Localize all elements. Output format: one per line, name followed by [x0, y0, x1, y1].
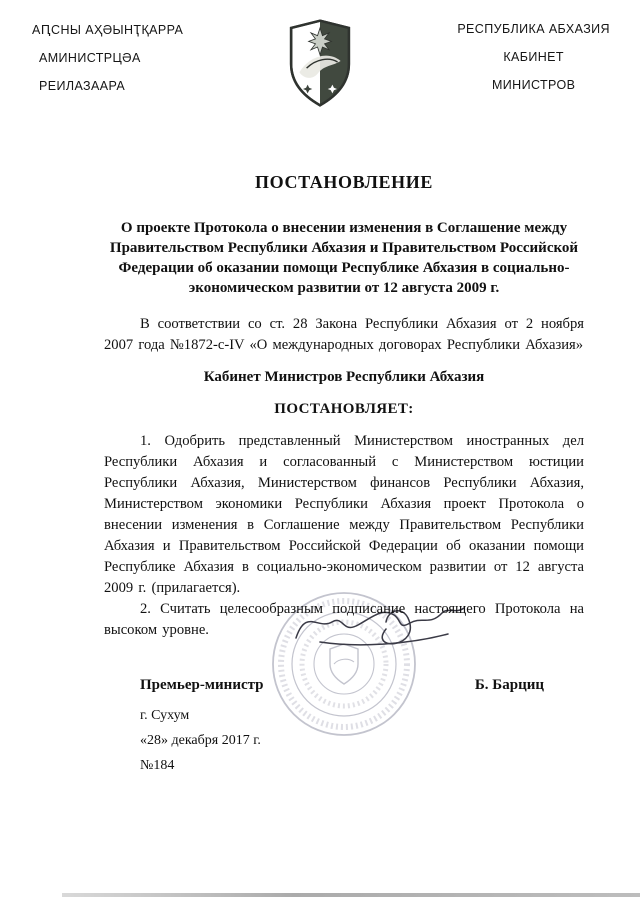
resolution-item-1: 1. Одобрить представленный Министерством иностранных дел Республики Абхазия и согласованный с Министерством юстиции Республики Абхазия, Министерством финансов Республики Абхазия, Министерством экономики Республики Абхазия проект Протокола о внесении изменения в Соглашение между Правительством Республики Абхазия и Правительством Российской Федерации об оказании помощи Республике Абхазия в социально-экономическом развитии от 12 августа 2009 г. (прилагается). — [104, 433, 584, 596]
signatory-post: Премьер-министр — [140, 677, 264, 693]
signatory-name: Б. Барциц — [474, 677, 544, 693]
signature-row — [104, 677, 584, 694]
letterhead-abkhaz-line: АМИНИСТРЦӘА — [39, 51, 141, 65]
preamble-paragraph: В соответствии со ст. 28 Закона Республики Абхазия от 2 ноября 2007 года №1872-с-IV «О международных договорах Республики Абхазия» — [104, 316, 584, 353]
letterhead-abkhaz-line: АԤСНЫ АҲӘЫНҬҚАРРА — [32, 23, 184, 37]
resolution-item-2: 2. Считать целесообразным подписание настоящего Протокола на высоком уровне. — [104, 601, 584, 638]
issuing-authority: Кабинет Министров Республики Абхазия — [203, 369, 485, 385]
letterhead-russian-line: КАБИНЕТ — [503, 50, 564, 64]
document-body — [104, 172, 584, 783]
document-footer — [140, 708, 584, 774]
footer-city: г. Сухум — [140, 708, 190, 723]
document-subject: О проекте Протокола о внесении изменения в Соглашение между Правительством Республики Абхазия и Правительством Российской Федерации об оказании помощи Республике Абхазия в социально-экономическом развитии от 12 августа 2009 г. — [109, 220, 579, 296]
resolves-heading: ПОСТАНОВЛЯЕТ: — [274, 401, 414, 417]
letterhead-russian — [457, 22, 614, 106]
document-title: ПОСТАНОВЛЕНИЕ — [255, 172, 433, 192]
scan-edge-artifact — [62, 893, 640, 897]
letterhead-abkhaz — [30, 22, 183, 107]
footer-date: «28» декабря 2017 г. — [140, 733, 261, 748]
letterhead-russian-line: МИНИСТРОВ — [491, 78, 576, 92]
letterhead-abkhaz-line: РЕИЛАЗААРА — [39, 79, 126, 93]
coat-of-arms-icon — [287, 18, 353, 108]
letterhead — [30, 22, 614, 108]
footer-number: №184 — [140, 758, 175, 773]
letterhead-russian-line: РЕСПУБЛИКА АБХАЗИЯ — [457, 22, 610, 36]
